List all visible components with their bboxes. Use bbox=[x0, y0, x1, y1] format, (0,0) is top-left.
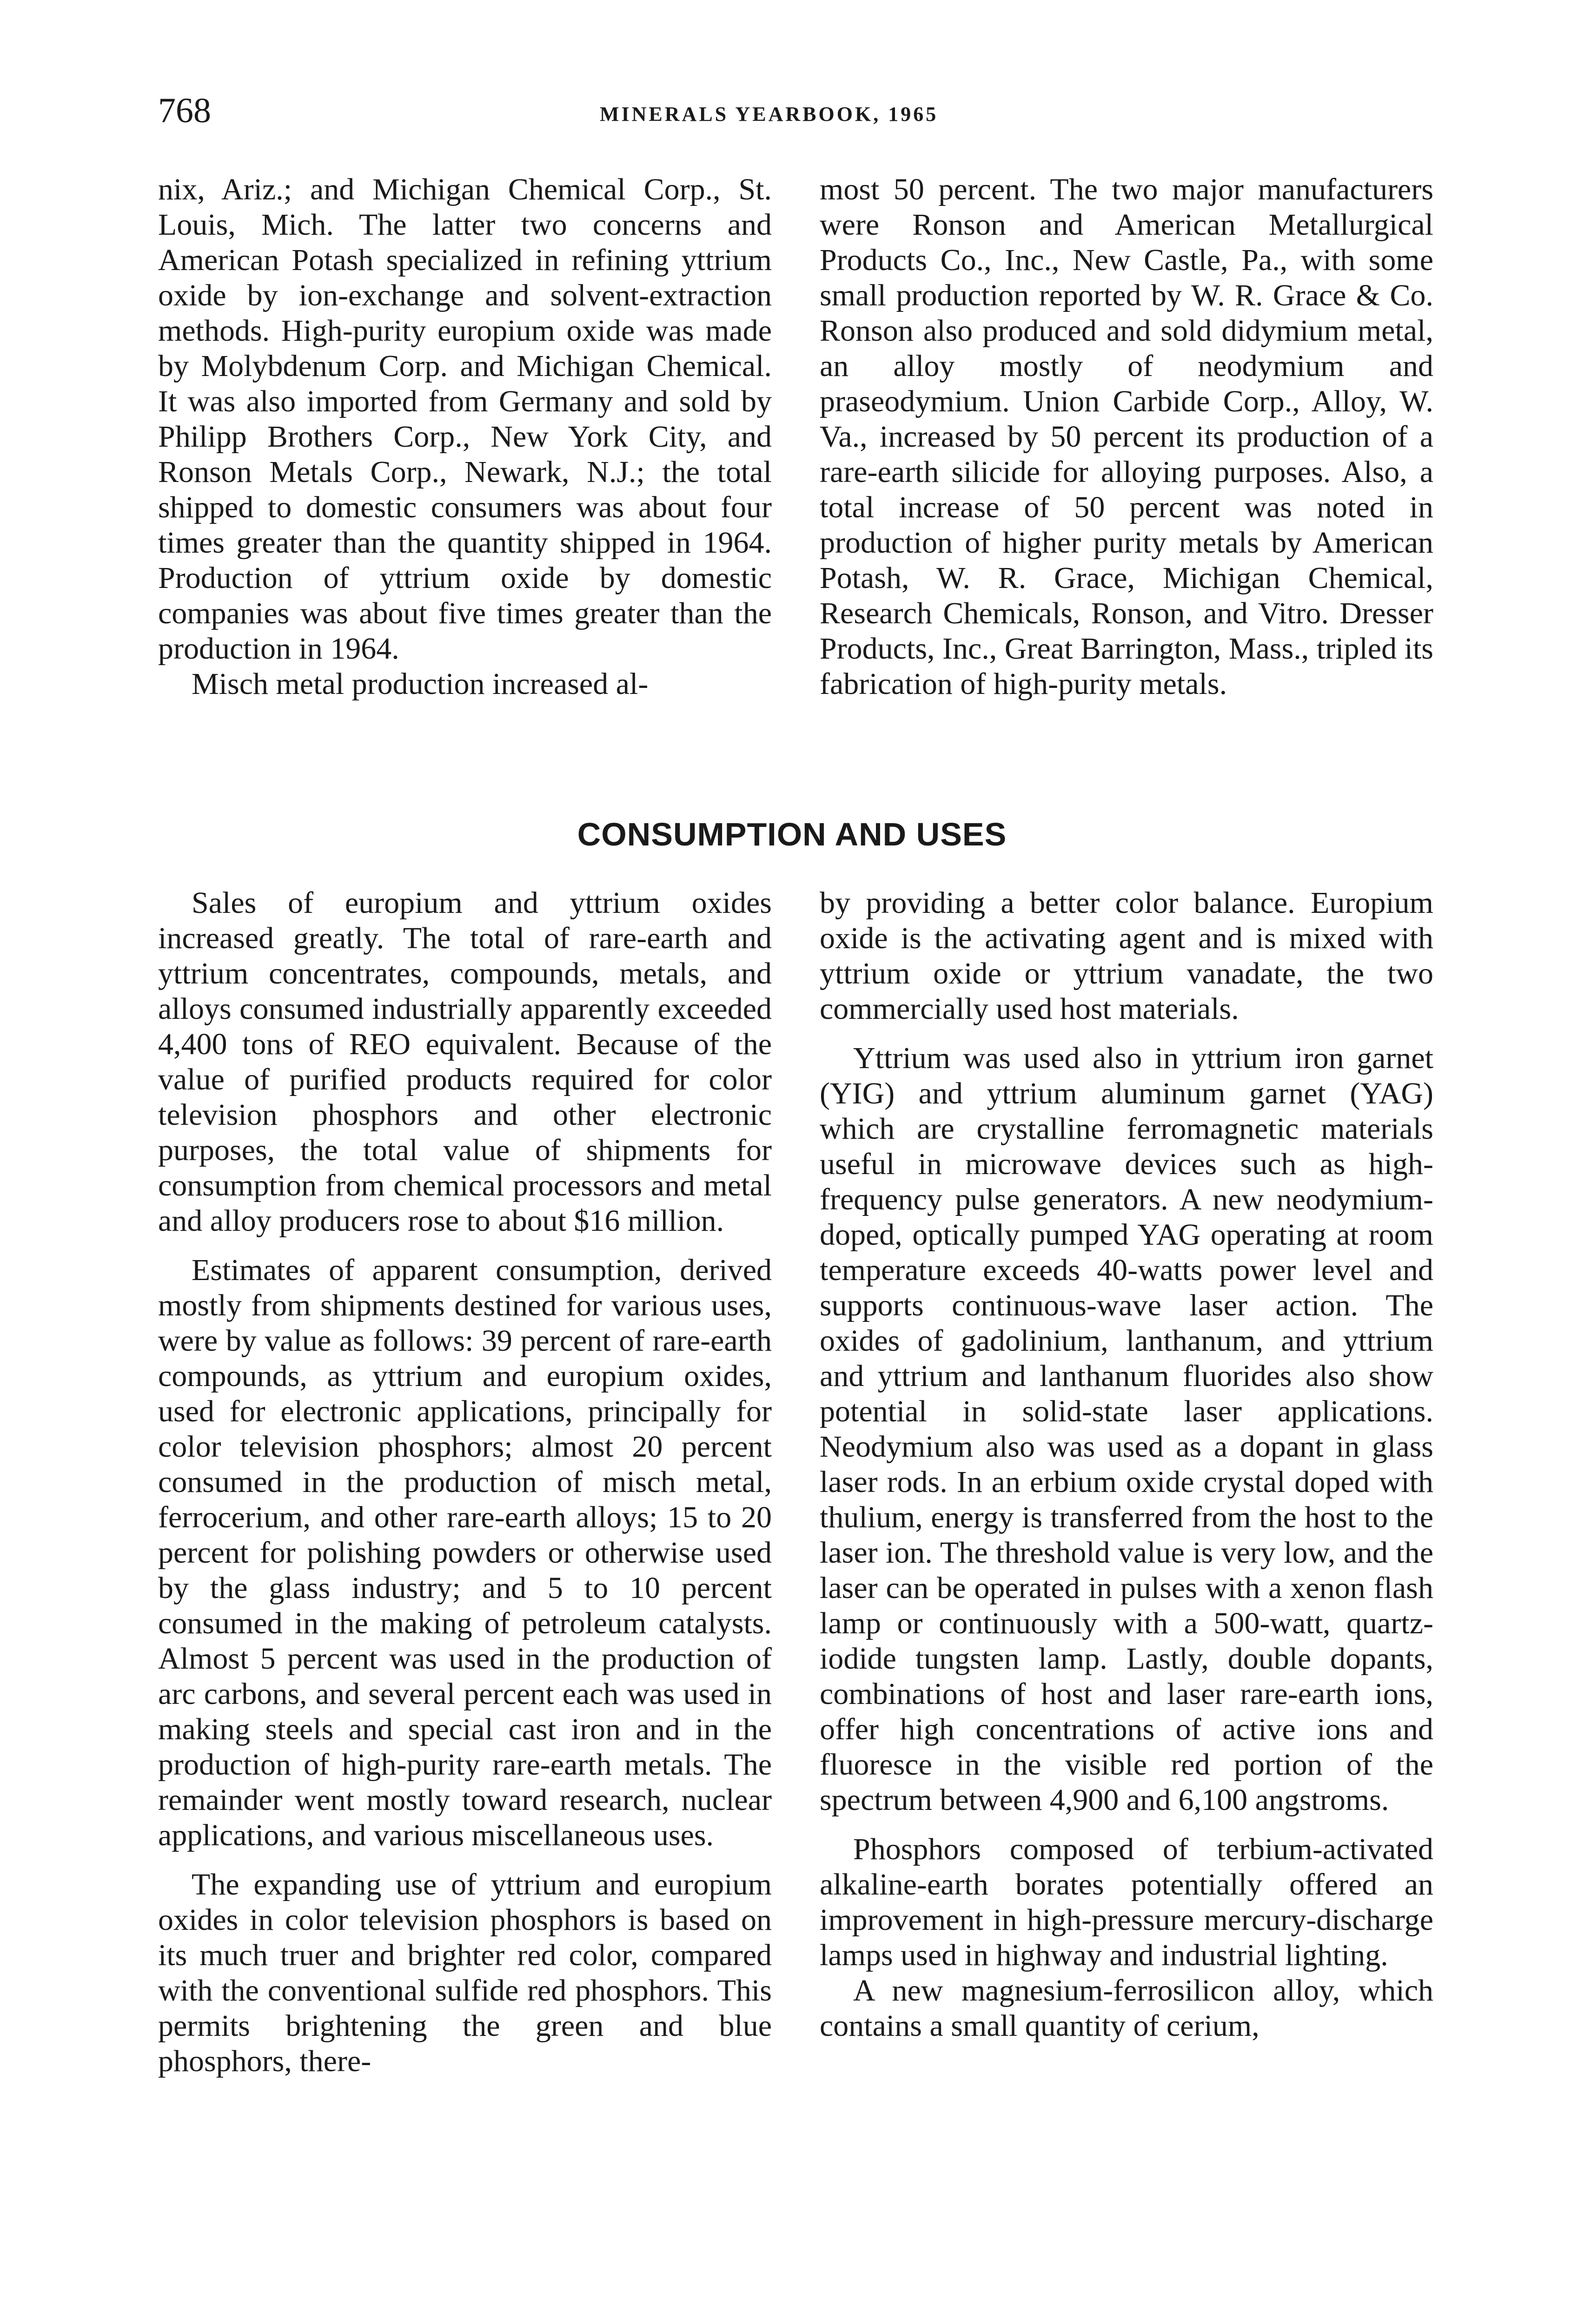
top-right-column bbox=[820, 172, 1433, 702]
paragraph: The expanding use of yttrium and europium oxides in color television phosphors is based on its much truer and brighter red color, compared with the conventional sulfide red phosphors. This permits brightening the green and blue phosphors, there- bbox=[158, 1868, 772, 2078]
paragraph: most 50 percent. The two major manufacturers were Ronson and American Metallurgical Products Co., Inc., New Castle, Pa., with some small production reported by W. R. Grace & Co. Ronson also produced and sold didymium metal, an alloy mostly of neodymium and praseodymium. Union Carbide Corp., Alloy, W. Va., increased by 50 percent its production of a rare-earth silicide for alloying purposes. Also, a total increase of 50 percent was noted in production of higher purity metals by American Potash, W. R. Grace, Michigan Chemical, Research Chemicals, Ronson, and Vitro. Dresser Products, Inc., Great Barrington, Mass., tripled its fabrication of high-purity metals. bbox=[820, 172, 1433, 701]
bottom-right-column bbox=[820, 885, 1433, 2044]
paragraph: Yttrium was used also in yttrium iron garnet (YIG) and yttrium aluminum garnet (YAG) which are crystalline ferromagnetic materials useful in microwave devices such as high-frequency pulse generators. A new neodymium-doped, optically pumped YAG operating at room temperature exceeds 40-watts power level and supports continuous-wave laser action. The oxides of gadolinium, lanthanum, and yttrium and yttrium and lanthanum fluorides also show potential in solid-state laser applications. Neodymium also was used as a dopant in glass laser rods. In an erbium oxide crystal doped with thulium, energy is transferred from the host to the laser ion. The threshold value is very low, and the laser can be operated in pulses with a xenon flash lamp or continuously with a 500-watt, quartz-iodide tungsten lamp. Lastly, double dopants, combinations of host and laser rare-earth ions, offer high concentrations of active ions and fluoresce in the visible red portion of the spectrum between 4,900 and 6,100 angstroms. bbox=[820, 1041, 1433, 1817]
paragraph: Estimates of apparent consumption, derived mostly from shipments destined for various uses, were by value as follows: 39 percent of rare-earth compounds, as yttrium and europium oxides, used for electronic applications, principally for color television phosphors; almost 20 percent consumed in the production of misch metal, ferrocerium, and other rare-earth alloys; 15 to 20 percent for polishing powders or otherwise used by the glass industry; and 5 to 10 percent consumed in the making of petroleum catalysts. Almost 5 percent was used in the production of arc carbons, and several percent each was used in making steels and special cast iron and in the production of high-purity rare-earth metals. The remainder went mostly toward research, nuclear applications, and various miscellaneous uses. bbox=[158, 1253, 772, 1852]
running-title: MINERALS YEARBOOK, 1965 bbox=[600, 103, 939, 125]
bottom-left-column bbox=[158, 885, 772, 2079]
page-number: 768 bbox=[158, 91, 211, 130]
paragraph: by providing a better color balance. Europium oxide is the activating agent and is mixed with yttrium oxide or yttrium vanadate, the two commercially used host materials. bbox=[820, 886, 1433, 1026]
section-heading: CONSUMPTION AND USES bbox=[577, 816, 1007, 852]
paragraph: Misch metal production increased al- bbox=[192, 667, 649, 701]
paragraph: A new magnesium-ferrosilicon alloy, which contains a small quantity of cerium, bbox=[820, 1974, 1433, 2043]
paragraph: Phosphors composed of terbium-activated alkaline-earth borates potentially offered an improvement in high-pressure mercury-discharge lamps used in highway and industrial lighting. bbox=[820, 1832, 1433, 1972]
top-left-column bbox=[158, 172, 772, 702]
paragraph: Sales of europium and yttrium oxides increased greatly. The total of rare-earth and yttrium concentrates, compounds, metals, and alloys consumed industrially apparently exceeded 4,400 tons of REO equivalent. Because of the value of purified products required for color television phosphors and other electronic purposes, the total value of shipments for consumption from chemical processors and metal and alloy producers rose to about $16 million. bbox=[158, 886, 772, 1238]
paragraph: nix, Ariz.; and Michigan Chemical Corp., St. Louis, Mich. The latter two concerns and American Potash specialized in refining yttrium oxide by ion-exchange and solvent-extraction methods. High-purity europium oxide was made by Molybdenum Corp. and Michigan Chemical. It was also imported from Germany and sold by Philipp Brothers Corp., New York City, and Ronson Metals Corp., Newark, N.J.; the total shipped to domestic consumers was about four times greater than the quantity shipped in 1964. Production of yttrium oxide by domestic companies was about five times greater than the production in 1964. bbox=[158, 172, 772, 666]
